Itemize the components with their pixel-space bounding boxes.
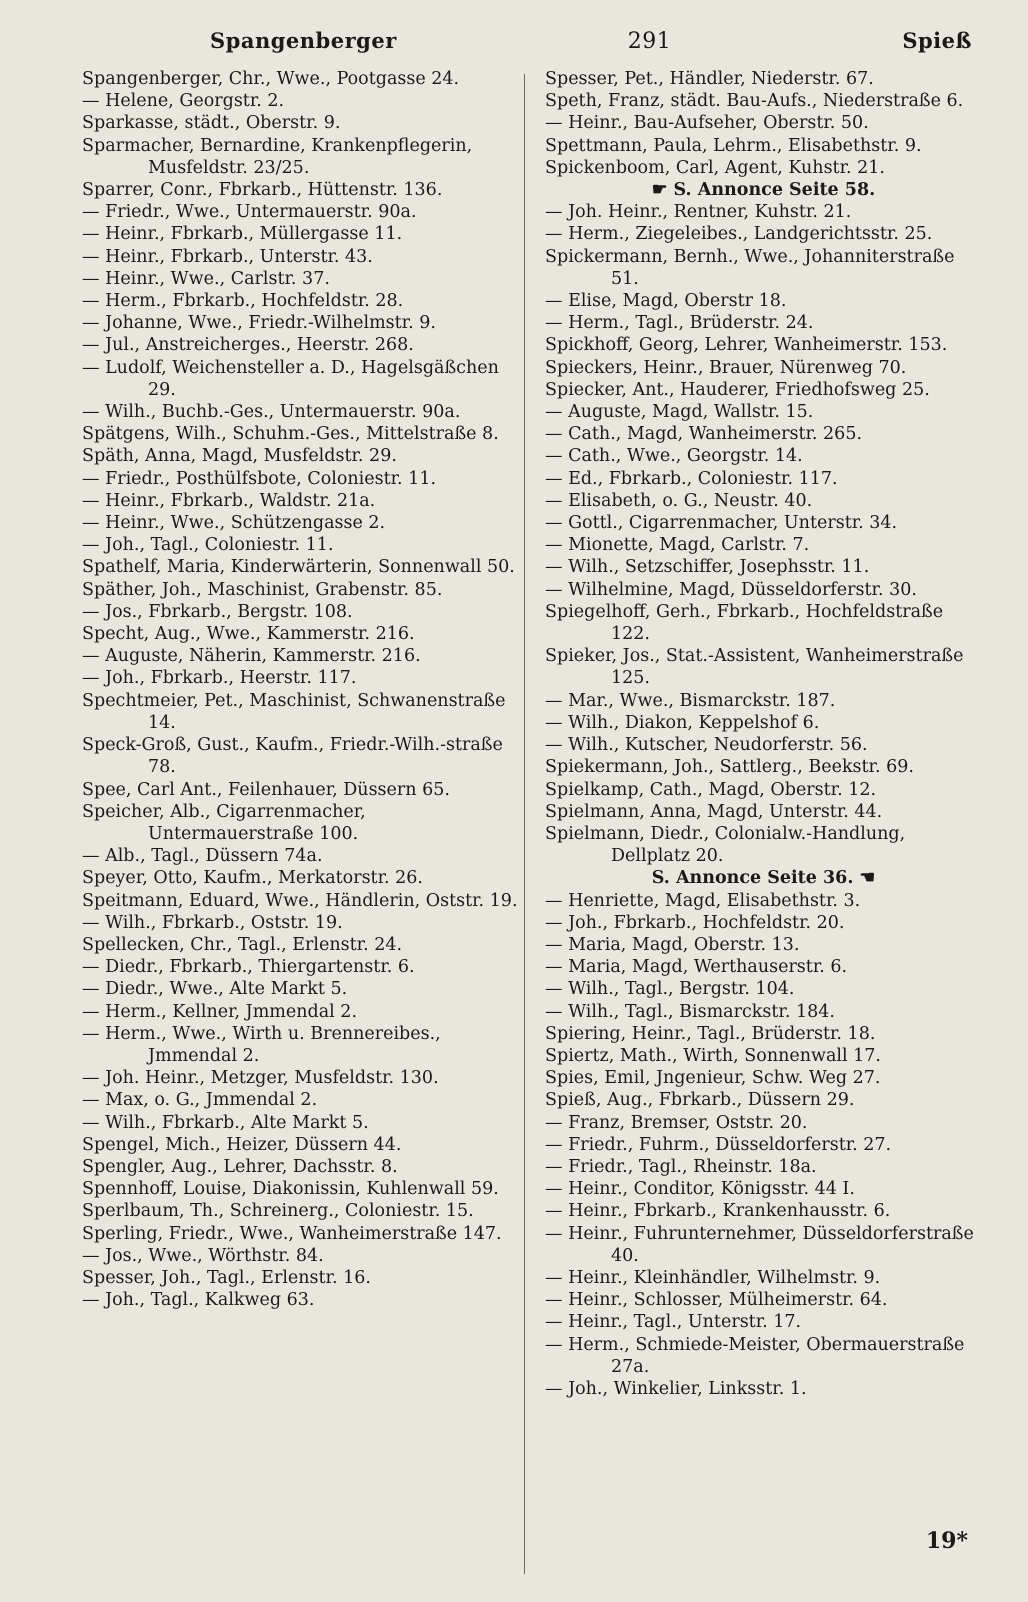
directory-entry: — Wilh., Kutscher, Neudorferstr. 56. — [545, 735, 868, 756]
directory-entry: — Diedr., Wwe., Alte Markt 5. — [82, 979, 348, 1000]
directory-entry: — Maria, Magd, Oberstr. 13. — [545, 934, 800, 955]
directory-entry: Speitmann, Eduard, Wwe., Händlerin, Oststr. 19. — [82, 890, 518, 911]
directory-entry: — Cath., Magd, Wanheimerstr. 265. — [545, 424, 863, 445]
directory-entry: Sparmacher, Bernardine, Krankenpflegerin, Musfeldstr. 23/25. — [82, 135, 473, 178]
running-head — [82, 28, 982, 68]
directory-entry: — Alb., Tagl., Düssern 74a. — [82, 846, 323, 867]
directory-entry: — Joh. Heinr., Metzger, Musfeldstr. 130. — [82, 1068, 439, 1089]
directory-entry: — Wilh., Setzschiffer, Josephsstr. 11. — [545, 557, 870, 578]
column-divider — [524, 74, 525, 1574]
directory-entry: — Herm., Schmiede-Meister, Obermauerstraße 27a. — [545, 1334, 965, 1377]
page-number: 291 — [627, 29, 672, 54]
directory-entry: — Max, o. G., Jmmendal 2. — [82, 1090, 318, 1111]
directory-entry: — Wilhelmine, Magd, Düsseldorferstr. 30. — [545, 579, 917, 600]
directory-entry: Speyer, Otto, Kaufm., Merkatorstr. 26. — [82, 868, 423, 889]
header-left-keyword: Spangenberger — [210, 28, 397, 53]
directory-entry: — Joh., Tagl., Kalkweg 63. — [82, 1290, 315, 1311]
directory-entry: — Mionette, Magd, Carlstr. 7. — [545, 535, 810, 556]
directory-entry: — Herm., Fbrkarb., Hochfeldstr. 28. — [82, 291, 404, 312]
directory-entry: Spieckers, Heinr., Brauer, Nürenweg 70. — [545, 357, 907, 378]
directory-entry: — Henriette, Magd, Elisabethstr. 3. — [545, 890, 861, 911]
directory-entry: — Jos., Fbrkarb., Bergstr. 108. — [82, 601, 353, 622]
signature-mark: 19* — [925, 1528, 968, 1554]
directory-entry: Spiertz, Math., Wirth, Sonnenwall 17. — [545, 1045, 881, 1066]
directory-entry: — Ludolf, Weichensteller a. D., Hagelsgäßchen 29. — [82, 357, 499, 400]
directory-entry: Spangenberger, Chr., Wwe., Pootgasse 24. — [82, 69, 460, 89]
directory-entry: Spickenboom, Carl, Agent, Kuhstr. 21. — [545, 157, 885, 178]
directory-entry: Spesser, Pet., Händler, Niederstr. 67. — [545, 69, 874, 89]
directory-entry: Späth, Anna, Magd, Musfeldstr. 29. — [82, 446, 397, 467]
directory-entry: — Herm., Kellner, Jmmendal 2. — [82, 1001, 358, 1022]
directory-entry: — Joh. Heinr., Rentner, Kuhstr. 21. — [545, 202, 852, 223]
directory-entry: — Heinr., Fbrkarb., Krankenhausstr. 6. — [545, 1201, 891, 1222]
directory-entry: — Cath., Wwe., Georgstr. 14. — [545, 446, 803, 467]
header-right-keyword: Spieß — [902, 28, 972, 53]
directory-entry: — Joh., Fbrkarb., Hochfeldstr. 20. — [545, 912, 845, 933]
directory-entry: Spiering, Heinr., Tagl., Brüderstr. 18. — [545, 1023, 876, 1044]
directory-entry: Spieker, Jos., Stat.-Assistent, Wanheimerstraße 125. — [545, 646, 964, 689]
directory-entry: Spechtmeier, Pet., Maschinist, Schwanenstraße 14. — [82, 690, 506, 733]
directory-entry: — Friedr., Fuhrm., Düsseldorferstr. 27. — [545, 1134, 892, 1155]
directory-entry: Spengel, Mich., Heizer, Düssern 44. — [82, 1134, 402, 1155]
directory-entry: Späther, Joh., Maschinist, Grabenstr. 85. — [82, 579, 443, 600]
directory-entry: — Heinr., Bau-Aufseher, Oberstr. 50. — [545, 113, 869, 134]
directory-entry: — Heinr., Fbrkarb., Müllergasse 11. — [82, 224, 403, 245]
directory-entry: — Jos., Wwe., Wörthstr. 84. — [82, 1245, 324, 1266]
directory-entry: Spiekermann, Joh., Sattlerg., Beekstr. 69. — [545, 757, 914, 778]
directory-entry: — Wilh., Tagl., Bergstr. 104. — [545, 979, 795, 1000]
directory-entry: — Heinr., Wwe., Schützengasse 2. — [82, 513, 386, 534]
directory-entry: — Wilh., Diakon, Keppelshof 6. — [545, 712, 820, 733]
directory-entry: — Gottl., Cigarrenmacher, Unterstr. 34. — [545, 513, 898, 534]
directory-entry: — Elisabeth, o. G., Neustr. 40. — [545, 490, 813, 511]
directory-entry: — Jul., Anstreicherges., Heerstr. 268. — [82, 335, 414, 356]
directory-entry: Speth, Franz, städt. Bau-Aufs., Niederstraße 6. — [545, 91, 964, 112]
directory-entry: Spellecken, Chr., Tagl., Erlenstr. 24. — [82, 934, 403, 955]
directory-entry: — Elise, Magd, Oberstr 18. — [545, 291, 787, 312]
directory-entry: — Heinr., Fuhrunternehmer, Düsseldorferstraße 40. — [545, 1223, 974, 1266]
entry-columns — [82, 68, 982, 1400]
directory-entry: — Heinr., Fbrkarb., Unterstr. 43. — [82, 246, 373, 267]
left-column — [82, 68, 519, 1400]
directory-entry: — Herm., Tagl., Brüderstr. 24. — [545, 313, 814, 334]
directory-entry: Sparrer, Conr., Fbrkarb., Hüttenstr. 136. — [82, 180, 443, 201]
directory-entry: — Wilh., Fbrkarb., Alte Markt 5. — [82, 1112, 369, 1133]
directory-entry: — Wilh., Tagl., Bismarckstr. 184. — [545, 1001, 835, 1022]
directory-entry: — Friedr., Wwe., Untermauerstr. 90a. — [82, 202, 417, 223]
directory-entry: Speck-Groß, Gust., Kaufm., Friedr.-Wilh.-straße 78. — [82, 735, 503, 778]
directory-entry: Spieß, Aug., Fbrkarb., Düssern 29. — [545, 1090, 855, 1111]
directory-entry: — Joh., Tagl., Coloniestr. 11. — [82, 535, 334, 556]
directory-entry: — Heinr., Kleinhändler, Wilhelmstr. 9. — [545, 1267, 881, 1288]
directory-entry: — Helene, Georgstr. 2. — [82, 91, 285, 112]
right-column — [545, 68, 982, 1400]
directory-entry: Spengler, Aug., Lehrer, Dachsstr. 8. — [82, 1156, 398, 1177]
directory-entry: — Wilh., Fbrkarb., Oststr. 19. — [82, 912, 343, 933]
directory-entry: — Herm., Ziegeleibes., Landgerichtsstr. 25. — [545, 224, 933, 245]
directory-entry: — Franz, Bremser, Oststr. 20. — [545, 1112, 808, 1133]
directory-entry: — Ed., Fbrkarb., Coloniestr. 117. — [545, 468, 838, 489]
directory-entry: — Friedr., Tagl., Rheinstr. 18a. — [545, 1156, 817, 1177]
directory-entry: Spiecker, Ant., Hauderer, Friedhofsweg 25. — [545, 379, 930, 400]
directory-entry: — Johanne, Wwe., Friedr.-Wilhelmstr. 9. — [82, 313, 436, 334]
directory-entry: — Maria, Magd, Werthauserstr. 6. — [545, 957, 848, 978]
directory-entry: Spies, Emil, Jngenieur, Schw. Weg 27. — [545, 1068, 881, 1089]
directory-entry: — Herm., Wwe., Wirth u. Brennereibes., Jmmendal 2. — [82, 1023, 441, 1066]
directory-entry: — Heinr., Schlosser, Mülheimerstr. 64. — [545, 1290, 888, 1311]
directory-entry: Sparkasse, städt., Oberstr. 9. — [82, 113, 341, 134]
directory-entry: Spathelf, Maria, Kinderwärterin, Sonnenwall 50. — [82, 557, 515, 578]
directory-entry: — Joh., Fbrkarb., Heerstr. 117. — [82, 668, 357, 689]
directory-entry: Specht, Aug., Wwe., Kammerstr. 216. — [82, 624, 415, 645]
directory-entry: Spielmann, Diedr., Colonialw.-Handlung, Dellplatz 20. — [545, 823, 906, 867]
directory-entry: — Heinr., Tagl., Unterstr. 17. — [545, 1312, 802, 1333]
directory-entry: — Friedr., Posthülfsbote, Coloniestr. 11. — [82, 468, 437, 489]
directory-entry: Spickhoff, Georg, Lehrer, Wanheimerstr. 153. — [545, 335, 948, 356]
directory-entry: Spennhoff, Louise, Diakonissin, Kuhlenwall 59. — [82, 1179, 499, 1200]
directory-entry: — Heinr., Wwe., Carlstr. 37. — [82, 268, 330, 289]
directory-entry: Spiegelhoff, Gerh., Fbrkarb., Hochfeldstraße 122. — [545, 601, 944, 645]
directory-entry: Sperlbaum, Th., Schreinerg., Coloniestr. 15. — [82, 1201, 474, 1222]
directory-entry: Speicher, Alb., Cigarrenmacher, Untermauerstraße 100. — [82, 801, 366, 844]
annonce-reference: ☛ S. Annonce Seite 58. — [651, 180, 876, 201]
directory-entry: Spettmann, Paula, Lehrm., Elisabethstr. 9. — [545, 135, 922, 156]
directory-entry: Spielmann, Anna, Magd, Unterstr. 44. — [545, 801, 883, 822]
directory-entry: Spee, Carl Ant., Feilenhauer, Düssern 65. — [82, 779, 450, 800]
directory-entry: Spickermann, Bernh., Wwe., Johanniterstraße 51. — [545, 246, 955, 289]
directory-entry: Sperling, Friedr., Wwe., Wanheimerstraße 147. — [82, 1223, 502, 1244]
directory-entry: Spesser, Joh., Tagl., Erlenstr. 16. — [82, 1267, 371, 1288]
directory-entry: — Mar., Wwe., Bismarckstr. 187. — [545, 690, 836, 711]
directory-entry: — Wilh., Buchb.-Ges., Untermauerstr. 90a. — [82, 402, 461, 423]
annonce-reference: S. Annonce Seite 36. ☚ — [651, 868, 876, 889]
directory-entry: — Auguste, Näherin, Kammerstr. 216. — [82, 646, 421, 667]
directory-entry: Spielkamp, Cath., Magd, Oberstr. 12. — [545, 779, 877, 800]
directory-entry: — Auguste, Magd, Wallstr. 15. — [545, 402, 814, 423]
directory-entry: — Joh., Winkelier, Linksstr. 1. — [545, 1378, 807, 1399]
directory-entry: Spätgens, Wilh., Schuhm.-Ges., Mittelstraße 8. — [82, 424, 499, 445]
directory-entry: — Heinr., Conditor, Königsstr. 44 I. — [545, 1179, 855, 1200]
directory-entry: — Heinr., Fbrkarb., Waldstr. 21a. — [82, 490, 376, 511]
directory-entry: — Diedr., Fbrkarb., Thiergartenstr. 6. — [82, 957, 415, 978]
